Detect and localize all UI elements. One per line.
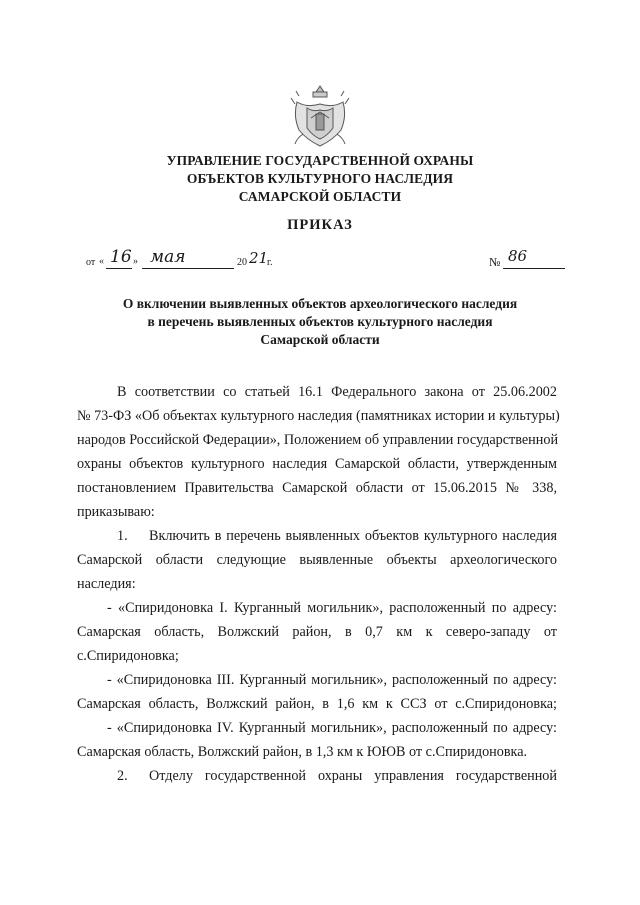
item-2-line-1 [77, 766, 557, 786]
title-line-1: О включении выявленных объектов археологического наследия [122, 296, 518, 311]
date-month-handwritten: мая [150, 247, 186, 267]
site-1-line-2: Самарская область, Волжский район, в 0,7 км к северо-западу от [77, 624, 557, 640]
title-line-2: в перечень выявленных объектов культурного наследия [147, 314, 493, 329]
body-line-9: наследия: [77, 576, 136, 592]
body-line-8: Самарской области следующие выявленные объекты археологического [77, 552, 557, 568]
date-quote-close: » [133, 256, 138, 267]
body-line-3: народов Российской Федерации», Положением об управлении государственной [77, 432, 559, 448]
site-4-line-2: Самарская область, Волжский район, в 1,3 км к ЮЮВ от с.Спиридоновка. [77, 744, 528, 760]
date-year-handwritten: 21 [249, 249, 269, 267]
org-line-3: САМАРСКОЙ ОБЛАСТИ [238, 189, 402, 204]
org-line-1: УПРАВЛЕНИЕ ГОСУДАРСТВЕННОЙ ОХРАНЫ [166, 153, 474, 168]
document-title [80, 295, 560, 349]
item-2-number: 2. [117, 768, 128, 784]
order-number-label: № [489, 255, 501, 269]
coat-of-arms-emblem [289, 82, 351, 150]
body-line-4: охраны объектов культурного наследия Самарской области, утвержденным [77, 456, 557, 472]
site-1-line-1: - «Спиридоновка I. Курганный могильник», расположенный по адресу: [107, 600, 557, 616]
date-year-g: г. [267, 257, 273, 268]
date-month-underline [142, 268, 234, 269]
site-3-line-1: - «Спиридоновка III. Курганный могильник», расположенный по адресу: [107, 672, 557, 688]
site-1-line-3: с.Спиридоновка; [77, 648, 179, 664]
date-quote-open: « [99, 256, 104, 267]
item-1-text: Включить в перечень выявленных объектов культурного наследия [149, 528, 557, 544]
body-line-1: В соответствии со статьей 16.1 Федерального закона от 25.06.2002 [117, 384, 557, 400]
site-3-line-2: Самарская область, Волжский район, в 1,6 км к ССЗ от с.Спиридоновка; [77, 696, 557, 712]
order-number-handwritten: 86 [508, 247, 528, 265]
body-line-2: № 73-ФЗ «Об объектах культурного наследия (памятниках истории и культуры) [77, 408, 560, 424]
item-2-text: Отделу государственной охраны управления государственной [149, 768, 557, 784]
body-line-5: постановлением Правительства Самарской области от 15.06.2015 № 338, [77, 480, 557, 496]
item-1-line-1 [77, 526, 557, 546]
order-number-underline [503, 268, 565, 269]
site-4-line-1: - «Спиридоновка IV. Курганный могильник», расположенный по адресу: [107, 720, 557, 736]
item-1-number: 1. [117, 528, 128, 544]
date-year-prefix: 20 [237, 257, 247, 268]
body-line-6: приказываю: [77, 504, 155, 520]
document-type-heading: ПРИКАЗ [287, 217, 353, 233]
org-line-2: ОБЪЕКТОВ КУЛЬТУРНОГО НАСЛЕДИЯ [186, 171, 454, 186]
title-line-3: Самарской области [260, 332, 380, 347]
date-number-row [86, 247, 566, 271]
date-day-underline [106, 268, 132, 269]
date-ot-label: от [86, 257, 96, 268]
organization-name [90, 152, 550, 206]
date-day-handwritten: 16 [110, 247, 132, 267]
